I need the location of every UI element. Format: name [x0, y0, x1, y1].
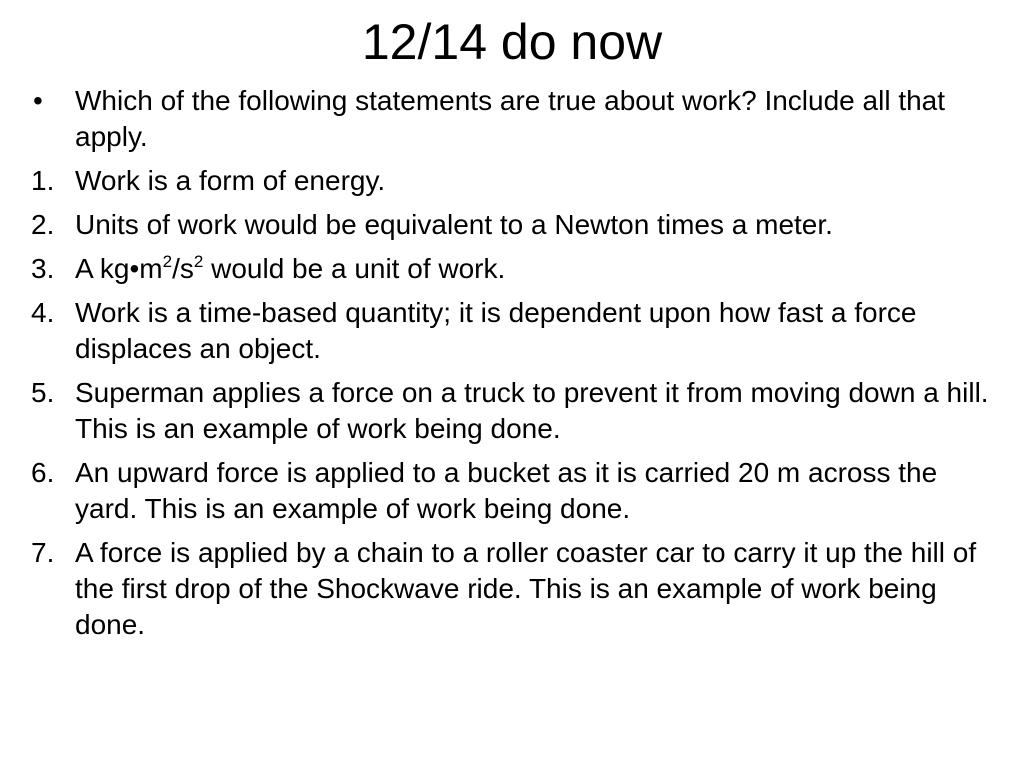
statement-6	[31, 455, 1006, 527]
statement-number: 5.	[31, 377, 55, 408]
bullet-marker: •	[33, 85, 43, 116]
slide-content	[31, 83, 1006, 651]
statement-number: 7.	[31, 537, 55, 568]
statement-text: Work is a form of energy.	[75, 165, 386, 196]
statement-3	[31, 251, 1006, 287]
unit-text-suffix: would be a unit of work.	[203, 253, 506, 284]
statement-text: Superman applies a force on a truck to prevent it from moving down a hill. This is an example of work being done.	[75, 377, 989, 444]
statement-7	[31, 535, 1006, 643]
slide-title: 12/14 do now	[361, 14, 663, 70]
statement-text	[75, 253, 505, 284]
unit-text-middle: /s	[172, 253, 194, 284]
superscript-exponent: 2	[193, 252, 204, 271]
statement-number: 2.	[31, 209, 55, 240]
statement-1	[31, 163, 1006, 199]
question-prompt	[31, 83, 1006, 155]
superscript-exponent: 2	[162, 252, 173, 271]
statement-number: 4.	[31, 297, 55, 328]
statement-text: Units of work would be equivalent to a Newton times a meter.	[75, 209, 833, 240]
question-text: Which of the following statements are true about work? Include all that apply.	[75, 85, 946, 152]
statement-number: 6.	[31, 457, 55, 488]
statement-5	[31, 375, 1006, 447]
statement-2	[31, 207, 1006, 243]
statement-text: Work is a time-based quantity; it is dependent upon how fast a force displaces an object.	[75, 297, 917, 364]
statement-number: 1.	[31, 165, 55, 196]
statement-number: 3.	[31, 253, 55, 284]
unit-text-prefix: A kg•m	[75, 253, 163, 284]
statement-4	[31, 295, 1006, 367]
statement-text: An upward force is applied to a bucket as it is carried 20 m across the yard. This is an example of work being done.	[75, 457, 938, 524]
statement-text: A force is applied by a chain to a roller coaster car to carry it up the hill of the first drop of the Shockwave ride. This is an example of work being done.	[75, 537, 977, 640]
